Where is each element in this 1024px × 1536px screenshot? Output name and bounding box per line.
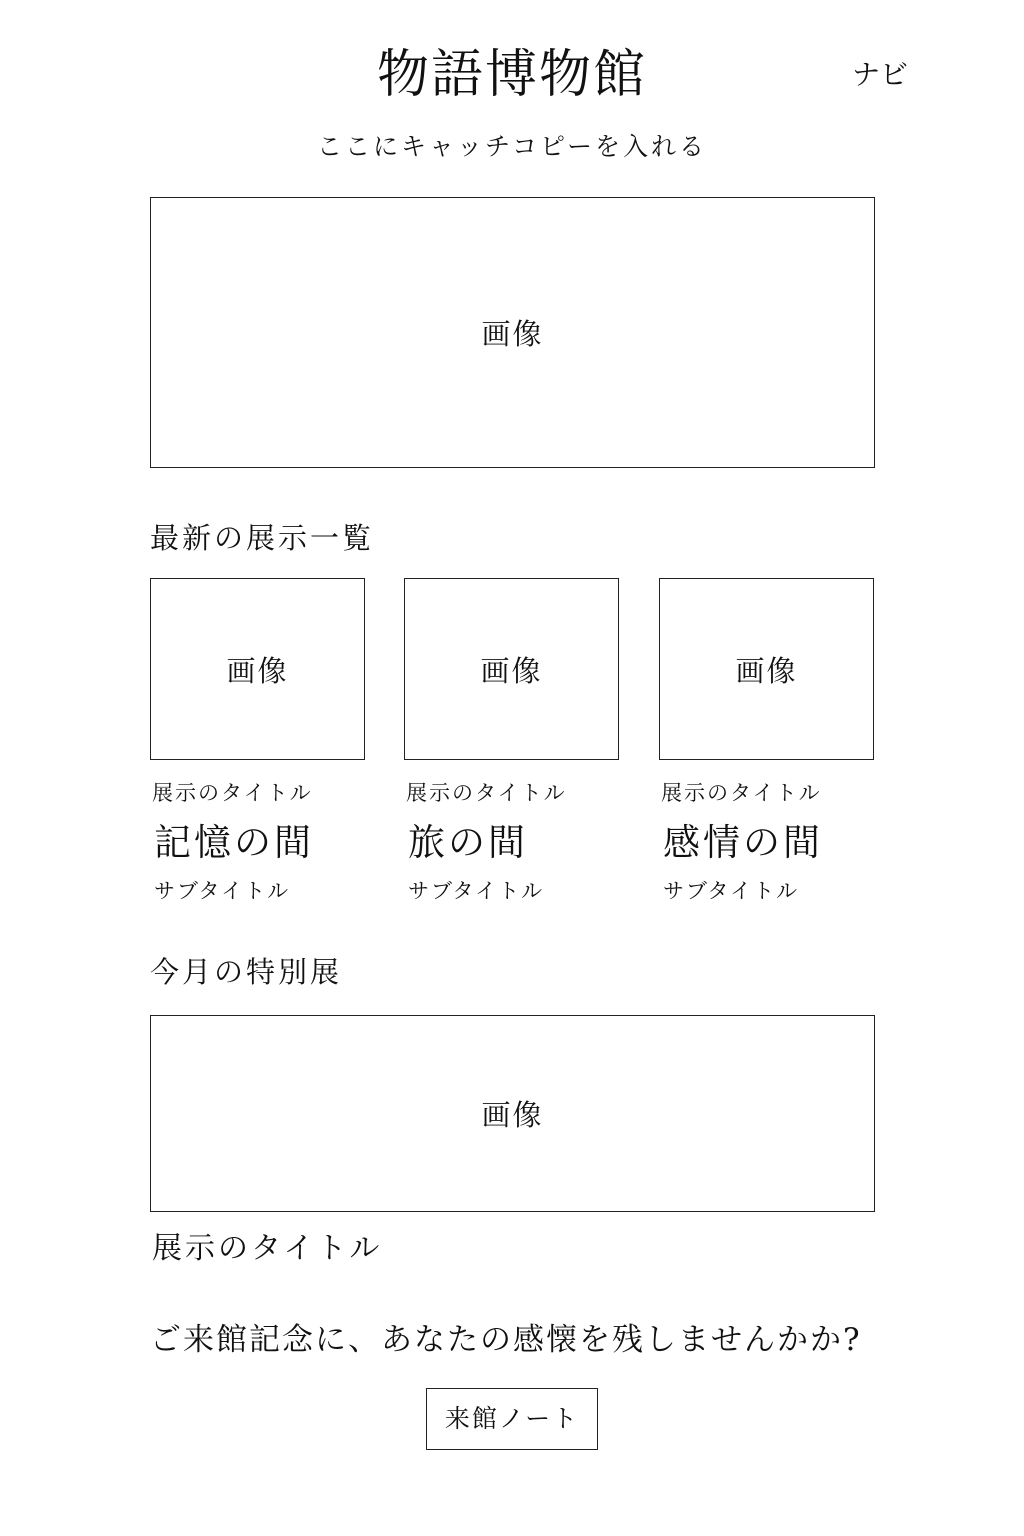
site-title: 物語博物館 bbox=[376, 45, 647, 105]
tagline: ここにキャッチコピーを入れる bbox=[316, 132, 707, 161]
special-exhibition-title: 展示のタイトル bbox=[152, 1231, 383, 1266]
exhibition-card-image-label: 画像 bbox=[735, 653, 798, 688]
special-exhibition-heading: 今月の特別展 bbox=[150, 955, 343, 989]
latest-exhibitions-heading: 最新の展示一覧 bbox=[150, 521, 375, 555]
exhibition-card[interactable] bbox=[150, 578, 365, 918]
hero-image-placeholder bbox=[150, 197, 875, 468]
exhibition-card-subtitle: サブタイトル bbox=[408, 879, 545, 903]
exhibition-card[interactable] bbox=[404, 578, 619, 918]
special-exhibition-image-label: 画像 bbox=[481, 1098, 544, 1132]
exhibition-card-image-label: 画像 bbox=[480, 653, 543, 688]
exhibition-card[interactable] bbox=[659, 578, 874, 918]
exhibition-card-name: 感情の間 bbox=[663, 821, 823, 864]
exhibition-card-name: 旅の間 bbox=[408, 821, 528, 864]
exhibition-card-label: 展示のタイトル bbox=[152, 781, 313, 805]
exhibition-card-name: 記憶の間 bbox=[154, 821, 314, 864]
guestbook-button[interactable]: 来館ノート bbox=[426, 1388, 598, 1450]
hero-image-label: 画像 bbox=[481, 317, 544, 351]
exhibition-card-label: 展示のタイトル bbox=[406, 781, 567, 805]
guestbook-prompt: ご来館記念に、あなたの感懐を残しませんかか? bbox=[150, 1322, 862, 1358]
exhibition-card-image bbox=[150, 578, 365, 760]
special-exhibition-image[interactable] bbox=[150, 1015, 875, 1212]
exhibition-card-image bbox=[404, 578, 619, 760]
exhibition-card-label: 展示のタイトル bbox=[661, 781, 822, 805]
exhibition-card-subtitle: サブタイトル bbox=[154, 879, 291, 903]
exhibition-card-image bbox=[659, 578, 874, 760]
exhibition-card-image-label: 画像 bbox=[226, 653, 289, 688]
exhibition-card-subtitle: サブタイトル bbox=[663, 879, 800, 903]
nav-link[interactable]: ナビ bbox=[851, 58, 908, 91]
